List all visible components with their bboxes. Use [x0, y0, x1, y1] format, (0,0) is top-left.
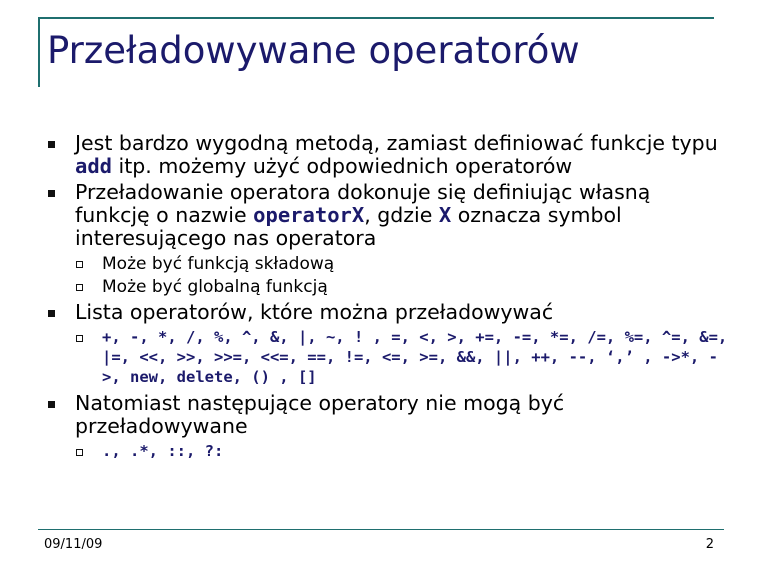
- slide-title: Przeładowywane operatorów: [47, 29, 580, 72]
- operator-list: +, -, *, /, %, ^, &, |, ~, ! , =, <, >, +=, -=, *=, /=, %=, ^=, &=, |=, <<, >>, >>=, <<=, ==, !=, <=, >=, &&, ||, ++, --, ‘,’ , ->*, ->, new, delete, () , []: [102, 328, 728, 386]
- sub-bullet-operator-list: [48, 327, 728, 387]
- sub-bullet-non-overloadable: [48, 441, 728, 461]
- hollow-square-bullet-icon: [76, 449, 83, 456]
- hollow-square-bullet-icon: [76, 335, 83, 342]
- non-overloadable-operators: ., .*, ::, ?:: [102, 442, 224, 460]
- bullet-1: [48, 132, 728, 178]
- bullet-1-text-b: itp. możemy użyć odpowiednich operatorów: [112, 154, 573, 178]
- bullet-3: [48, 301, 728, 324]
- title-rule-left: [38, 17, 40, 87]
- sub-bullet-text: Może być funkcją składową: [102, 254, 335, 274]
- code-x: X: [438, 203, 452, 227]
- title-rule-top: [38, 17, 714, 19]
- footer-date: 09/11/09: [44, 537, 103, 552]
- bullet-4-text: Natomiast następujące operatory nie mogą być przeładowywane: [75, 391, 565, 438]
- bullet-2-text-c: oznacza symbol interesującego nas operatora: [75, 203, 622, 250]
- bullet-2: [48, 181, 728, 250]
- page-number: 2: [705, 537, 714, 552]
- sub-bullet-text: Może być globalną funkcją: [102, 277, 328, 297]
- square-bullet-icon: [48, 310, 55, 317]
- square-bullet-icon: [48, 190, 55, 197]
- square-bullet-icon: [48, 401, 55, 408]
- bullet-1-text-a: Jest bardzo wygodną metodą, zamiast definiować funkcje typu: [75, 131, 718, 155]
- hollow-square-bullet-icon: [76, 261, 83, 268]
- sub-bullet-member: [48, 253, 728, 275]
- bullet-3-text: Lista operatorów, które można przeładowywać: [75, 300, 554, 324]
- slide-content: [48, 132, 728, 462]
- footer-rule: [38, 529, 724, 530]
- bullet-2-text-a: Przeładowanie operatora dokonuje się definiując własną funkcję o nazwie: [75, 180, 651, 227]
- bullet-4: [48, 392, 728, 438]
- square-bullet-icon: [48, 141, 55, 148]
- code-operatorx: operatorX: [253, 203, 365, 227]
- sub-bullet-global: [48, 276, 728, 298]
- bullet-2-text-b: , gdzie: [364, 203, 439, 227]
- code-add: add: [75, 154, 113, 178]
- hollow-square-bullet-icon: [76, 284, 83, 291]
